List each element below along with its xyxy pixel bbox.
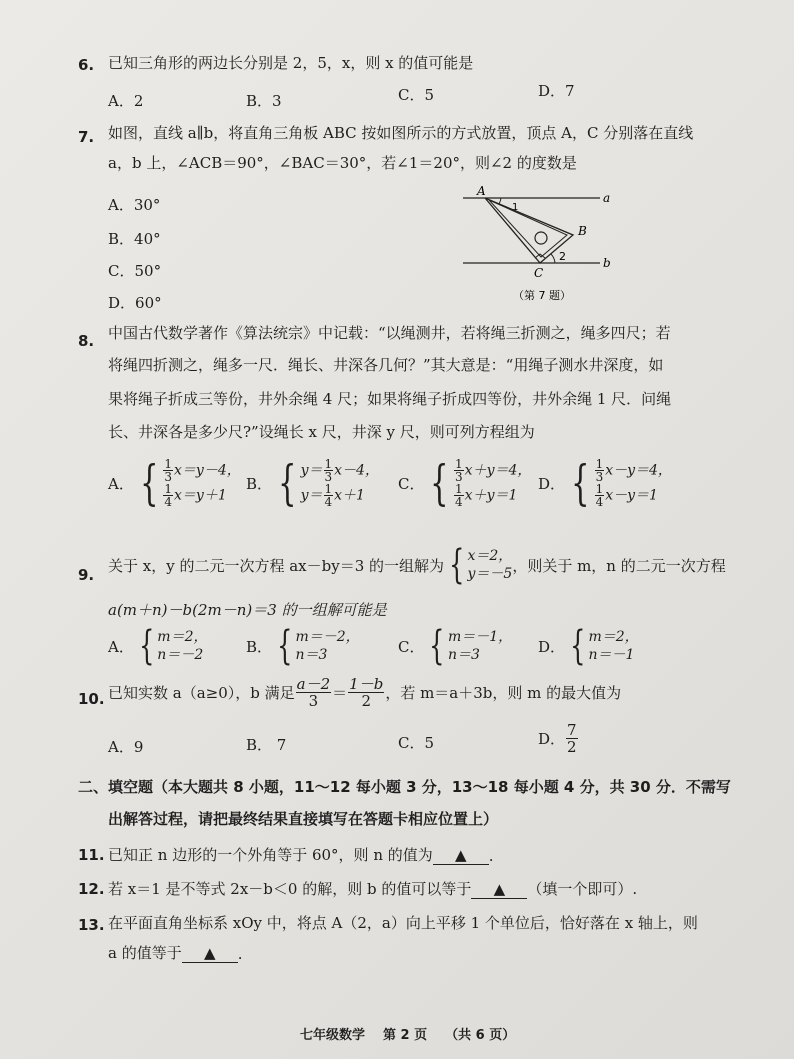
q11-number: 11. <box>78 846 105 864</box>
q11-stem: 已知正 n 边形的一个外角等于 60°，则 n 的值为 ▲ . <box>108 846 494 865</box>
angle1-arc <box>499 198 501 204</box>
q8-line2: 将绳四折测之，绳多一尺．绳长、井深各几何？”其大意是：“用绳子测水井深度，如 <box>108 356 664 374</box>
q9-option-d: D． { m＝2， n＝－1 <box>538 623 639 669</box>
label-a-point: A <box>477 185 486 198</box>
label-angle1: 1 <box>512 202 519 213</box>
q12-stem: 若 x＝1 是不等式 2x－b＜0 的解，则 b 的值可以等于 ▲ （填一个即可）. <box>108 880 638 898</box>
q12-answer-blank: ▲ <box>471 880 527 899</box>
section2-heading-line2: 出解答过程，请把最终结果直接填写在答题卡相应位置上） <box>108 810 499 828</box>
page-footer <box>300 1024 515 1043</box>
q7-option-b: B．40° <box>108 230 161 248</box>
section2-heading-line1: 二、填空题（本大题共 8 小题，11～12 每小题 3 分，13～18 每小题 4 分，共 30 分．不需写 <box>78 778 731 796</box>
q9-stem-line1: 关于 x，y 的二元一次方程 ax－by＝3 的一组解为 { x＝2， y＝－5 ，则关于 m，n 的二元一次方程 <box>108 542 726 588</box>
q8-option-a: A． { $\frac{1}{3}$ x＝y－4， $\frac{1}{4}$ x＝y＋1 <box>108 455 241 511</box>
q9-stem-line2: a(m＋n)－b(2m－n)＝3 的一组解可能是 <box>108 601 387 619</box>
q12-number: 12. <box>78 880 105 898</box>
q10-option-c: C．5 <box>398 734 435 752</box>
q6-number: 6. <box>78 56 95 74</box>
q13-number: 13. <box>78 916 105 934</box>
q8-option-a-label: A． <box>108 474 134 493</box>
q13-line2: a 的值等于 ▲ . <box>108 944 243 963</box>
q13-line1: 在平面直角坐标系 xOy 中，将点 A（2，a）向上平移 1 个单位后，恰好落在 x 轴上，则 <box>108 914 698 932</box>
q9-number: 9. <box>78 566 95 584</box>
q7-stem-line2: a，b 上，∠ACB＝90°，∠BAC＝30°，若∠1＝20°，则∠2 的度数是 <box>108 154 577 172</box>
q7-stem-line1: 如图，直线 a∥b，将直角三角板 ABC 按如图所示的方式放置，顶点 A，C 分别落在直线 <box>108 124 694 142</box>
q8-option-d: D． { $\frac{1}{3}$ x－y＝4， $\frac{1}{4}$ x－y＝1 <box>538 455 672 511</box>
footer-subject: 七年级数学 <box>300 1028 366 1043</box>
footer-page: 第 2 页 <box>383 1028 428 1043</box>
label-line-b: b <box>603 256 611 270</box>
label-b-point: B <box>578 224 587 238</box>
q7-figure-caption: （第 7 题） <box>513 289 571 302</box>
q8-option-b-label: B． <box>246 474 273 493</box>
q8-option-d-label: D． <box>538 474 566 493</box>
q9-option-b: B． { m＝－2， n＝3 <box>246 623 360 669</box>
q9-option-a: A． { m＝2， n＝－2 <box>108 623 208 669</box>
triangle-hole <box>535 232 547 244</box>
q6-option-c: C．5 <box>398 86 435 104</box>
label-c-point: C <box>534 266 544 280</box>
q8-line4: 长、井深各是多少尺?”设绳长 x 尺，井深 y 尺，则可列方程组为 <box>108 423 535 441</box>
q8-line1: 中国古代数学著作《算法统宗》中记载：“以绳测井，若将绳三折测之，绳多四尺；若 <box>108 324 671 342</box>
q8-option-c: C． { $\frac{1}{3}$ x＋y＝4， $\frac{1}{4}$ x＋y＝1 <box>398 455 532 511</box>
q6-option-b: B．3 <box>246 92 282 110</box>
footer-total: （共 6 页） <box>445 1028 516 1043</box>
q6-stem: 已知三角形的两边长分别是 2，5，x，则 x 的值可能是 <box>108 54 474 72</box>
q10-option-a: A．9 <box>108 738 144 756</box>
q8-line3: 果将绳子折成三等份，井外余绳 4 尺；如果将绳子折成四等份，井外余绳 1 尺．问绳 <box>108 390 672 408</box>
q8-number: 8. <box>78 332 95 350</box>
q9-option-c: C． { m＝－1， n＝3 <box>398 623 513 669</box>
angle2-arc <box>551 254 555 263</box>
q10-option-b: B． 7 <box>246 736 287 754</box>
q10-option-d: D． $\frac{7}{2}$ <box>538 721 577 756</box>
q8-option-b: B． { y＝ $\frac{1}{3}$ x－4， y＝ $\frac{1}{4}$ x＋1 <box>246 455 379 511</box>
q8-option-c-label: C． <box>398 474 425 493</box>
label-angle2: 2 <box>559 250 566 263</box>
q7-option-d: D．60° <box>108 294 162 312</box>
q7-number: 7. <box>78 128 95 146</box>
q6-option-a: A．2 <box>108 92 144 110</box>
q6-option-d: D．7 <box>538 82 575 100</box>
q10-number: 10. <box>78 690 105 708</box>
label-line-a: a <box>603 191 611 205</box>
q7-option-a: A．30° <box>108 196 161 214</box>
q10-stem: 已知实数 a（a≥0），b 满足 $\frac{a-2}{3}$ ＝ $\frac{1-b}{2}$ ，若 m＝a＋3b，则 m 的最大值为 <box>108 675 622 710</box>
q7-figure <box>455 185 625 310</box>
q7-option-c: C．50° <box>108 262 162 280</box>
q11-answer-blank: ▲ <box>433 846 489 865</box>
q13-answer-blank: ▲ <box>182 944 238 963</box>
